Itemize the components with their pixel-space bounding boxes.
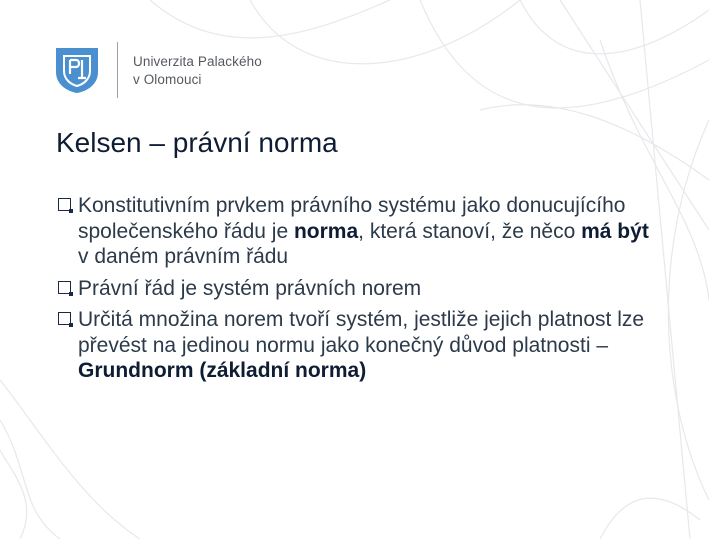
bullet-emphasis: norma xyxy=(293,219,359,243)
slide-title: Kelsen – právní norma xyxy=(56,127,338,158)
bullet-item xyxy=(58,276,658,302)
logo-divider xyxy=(117,42,118,98)
university-name-line2: v Olomouci xyxy=(133,72,202,87)
bullet-item xyxy=(58,193,658,270)
checkbox-bullet-icon xyxy=(58,281,71,294)
bullet-list xyxy=(58,193,658,390)
checkbox-bullet-icon xyxy=(58,198,71,211)
bullet-emphasis: má být xyxy=(581,219,649,243)
university-name-line1: Univerzita Palackého xyxy=(133,54,262,69)
bullet-text: v daném právním řádu xyxy=(78,245,289,268)
bullet-text: , která stanoví, že něco xyxy=(358,219,582,243)
bullet-item xyxy=(58,307,658,384)
checkbox-bullet-icon xyxy=(58,312,71,325)
bullet-text: Právní řád je systém právních norem xyxy=(78,276,422,300)
bullet-emphasis: Grundnorm (základní norma) xyxy=(78,359,367,382)
university-name xyxy=(133,53,262,89)
bullet-text: Určitá množina norem tvoří systém, jestliže jejich platnost lze převést na jedinou normu jako konečný důvod platnosti – xyxy=(78,308,645,357)
bullet-text: Konstitutivním prvkem právního systému jako donucujícího společenského řádu je xyxy=(78,194,626,243)
university-emblem-icon xyxy=(54,46,100,94)
